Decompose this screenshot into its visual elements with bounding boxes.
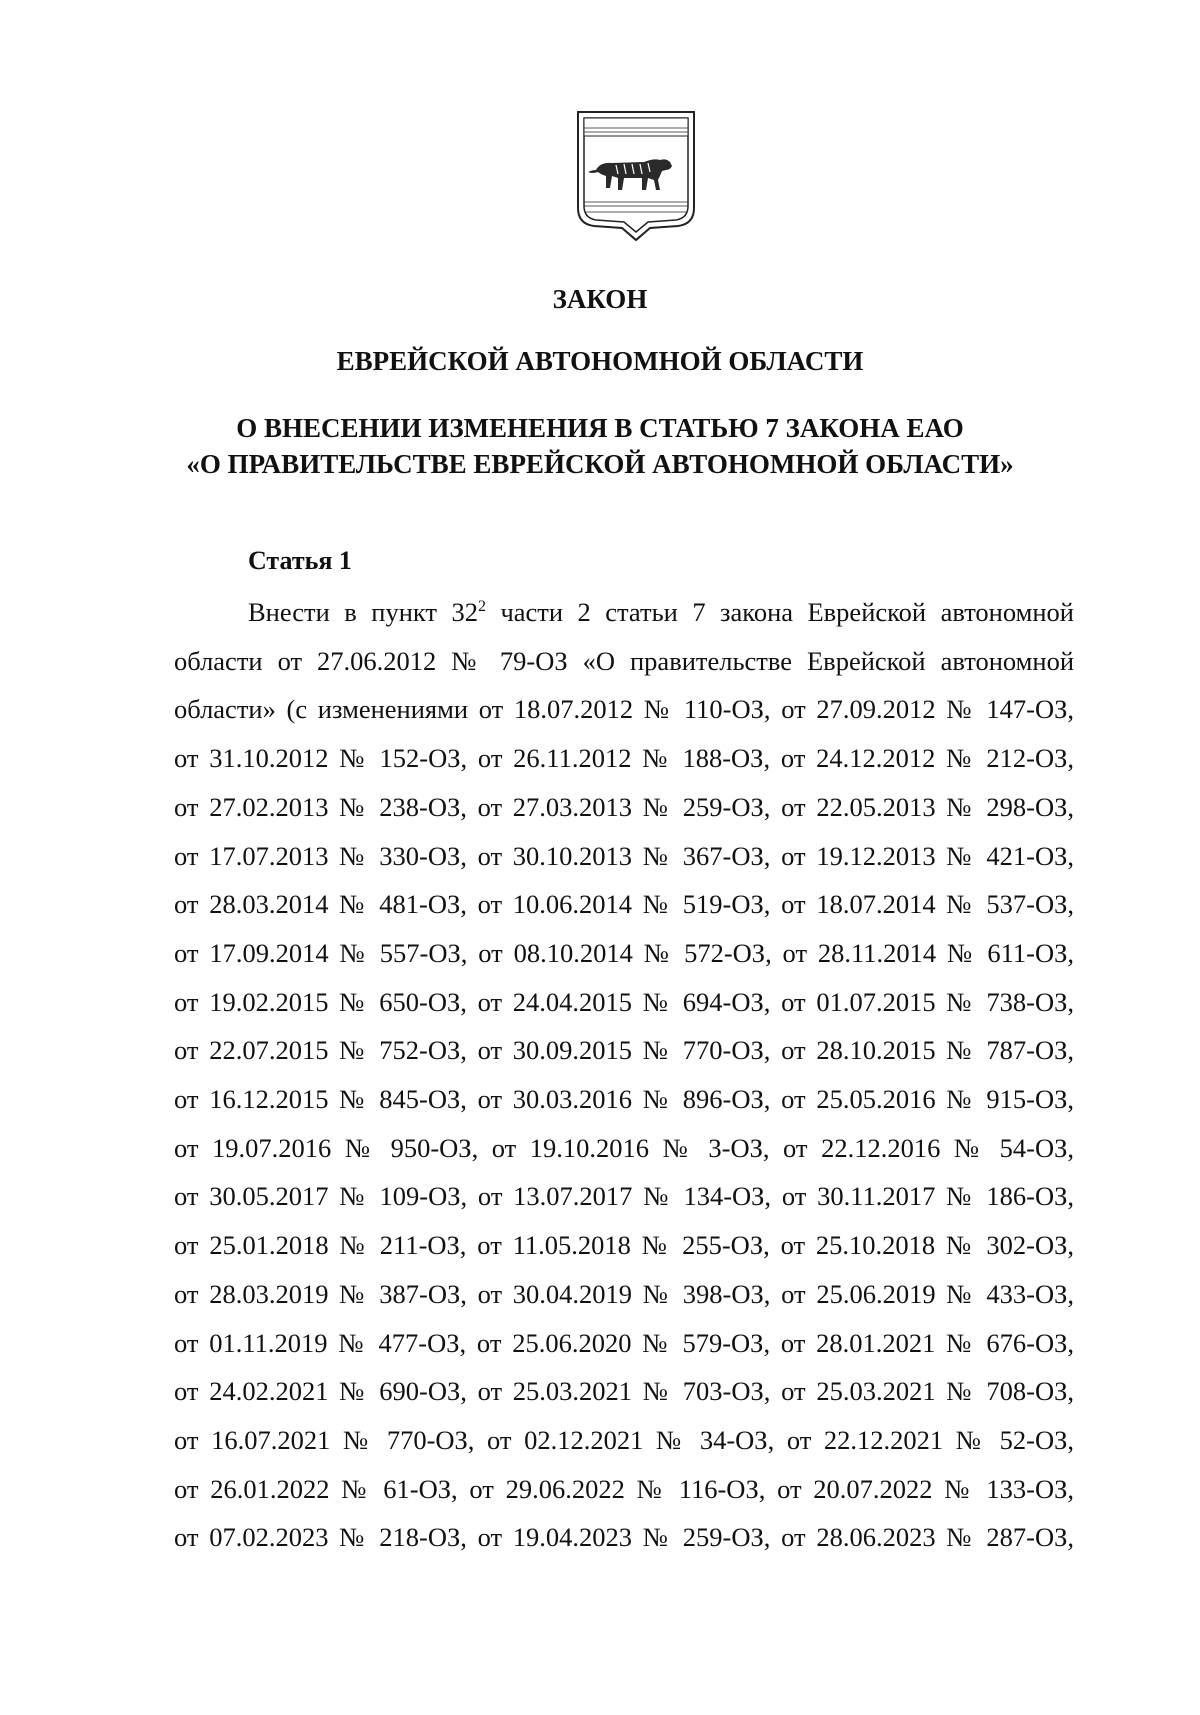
law-subject-line: О ВНЕСЕНИИ ИЗМЕНЕНИЯ В СТАТЬЮ 7 ЗАКОНА ЕАО	[236, 413, 964, 443]
article-line: от 31.10.2012 № 152-ОЗ, от 26.11.2012 № 188-ОЗ, от 24.12.2012 № 212-ОЗ,	[174, 743, 1074, 774]
article-line: от 30.05.2017 № 109-ОЗ, от 13.07.2017 № 134-ОЗ, от 30.11.2017 № 186-ОЗ,	[174, 1181, 1074, 1212]
article-line: от 19.07.2016 № 950-ОЗ, от 19.10.2016 № 3-ОЗ, от 22.12.2016 № 54-ОЗ,	[174, 1132, 1074, 1163]
article-line: области от 27.06.2012 № 79-ОЗ «О правительстве Еврейской автономной	[174, 645, 1074, 676]
superscript: 2	[477, 598, 486, 616]
article-body	[174, 588, 1074, 1562]
article-line: от 28.03.2019 № 387-ОЗ, от 30.04.2019 № 398-ОЗ, от 25.06.2019 № 433-ОЗ,	[174, 1278, 1074, 1309]
law-subject-title	[0, 410, 1200, 482]
article-line: от 19.02.2015 № 650-ОЗ, от 24.04.2015 № 694-ОЗ, от 01.07.2015 № 738-ОЗ,	[174, 986, 1074, 1017]
law-subject-line: «О ПРАВИТЕЛЬСТВЕ ЕВРЕЙСКОЙ АВТОНОМНОЙ ОБЛАСТИ»	[186, 449, 1014, 479]
article-line: от 17.09.2014 № 557-ОЗ, от 08.10.2014 № 572-ОЗ, от 28.11.2014 № 611-ОЗ,	[174, 937, 1074, 968]
document-type-heading: ЗАКОН	[552, 284, 648, 314]
region-heading: ЕВРЕЙСКОЙ АВТОНОМНОЙ ОБЛАСТИ	[336, 346, 864, 376]
article-line: от 16.12.2015 № 845-ОЗ, от 30.03.2016 № 896-ОЗ, от 25.05.2016 № 915-ОЗ,	[174, 1084, 1074, 1115]
article-first-line-start: Внести в пункт 32	[248, 597, 478, 627]
article-line: от 24.02.2021 № 690-ОЗ, от 25.03.2021 № 703-ОЗ, от 25.03.2021 № 708-ОЗ,	[174, 1376, 1074, 1407]
article-line: от 07.02.2023 № 218-ОЗ, от 19.04.2023 № 259-ОЗ, от 28.06.2023 № 287-ОЗ,	[174, 1522, 1074, 1553]
article-line: от 28.03.2014 № 481-ОЗ, от 10.06.2014 № 519-ОЗ, от 18.07.2014 № 537-ОЗ,	[174, 889, 1074, 920]
article-line: от 25.01.2018 № 211-ОЗ, от 11.05.2018 № 255-ОЗ, от 25.10.2018 № 302-ОЗ,	[174, 1230, 1074, 1261]
article-first-line-end: части 2 статьи 7 закона Еврейской автономной	[485, 597, 1074, 627]
article-line: области» (с изменениями от 18.07.2012 № 110-ОЗ, от 27.09.2012 № 147-ОЗ,	[174, 694, 1074, 725]
article-line: от 01.11.2019 № 477-ОЗ, от 25.06.2020 № 579-ОЗ, от 28.01.2021 № 676-ОЗ,	[174, 1327, 1074, 1358]
article-line: от 16.07.2021 № 770-ОЗ, от 02.12.2021 № 34-ОЗ, от 22.12.2021 № 52-ОЗ,	[174, 1424, 1074, 1455]
article-line: от 17.07.2013 № 330-ОЗ, от 30.10.2013 № 367-ОЗ, от 19.12.2013 № 421-ОЗ,	[174, 840, 1074, 871]
article-line: от 22.07.2015 № 752-ОЗ, от 30.09.2015 № 770-ОЗ, от 28.10.2015 № 787-ОЗ,	[174, 1035, 1074, 1066]
article-heading: Статья 1	[248, 546, 352, 575]
coat-of-arms-tiger-icon	[574, 108, 698, 248]
article-line: от 27.02.2013 № 238-ОЗ, от 27.03.2013 № 259-ОЗ, от 22.05.2013 № 298-ОЗ,	[174, 791, 1074, 822]
article-line: от 26.01.2022 № 61-ОЗ, от 29.06.2022 № 116-ОЗ, от 20.07.2022 № 133-ОЗ,	[174, 1473, 1074, 1504]
article-first-line	[174, 588, 1074, 637]
